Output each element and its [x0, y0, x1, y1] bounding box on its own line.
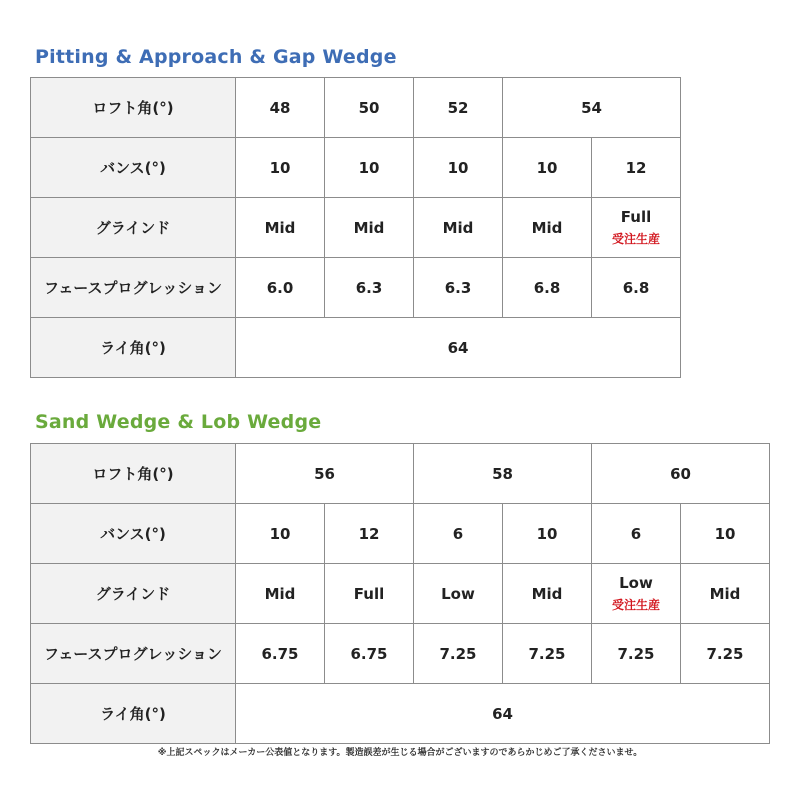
- pitching-wedge-section-title: Pitting & Approach & Gap Wedge: [35, 46, 397, 68]
- table-cell: [236, 684, 770, 744]
- cell-value: Mid: [353, 218, 385, 237]
- table-row: [31, 258, 681, 318]
- cell-value: 6.3: [444, 278, 472, 297]
- table-cell: [592, 564, 681, 624]
- made-to-order-note: 受注生産: [611, 598, 660, 612]
- cell-value: Mid: [264, 584, 296, 603]
- cell-value: 52: [447, 98, 469, 117]
- table-cell: [503, 504, 592, 564]
- cell-value: Mid: [264, 218, 296, 237]
- cell-value: Low: [619, 574, 653, 592]
- cell-value: Mid: [709, 584, 741, 603]
- cell-value: 6.75: [261, 644, 299, 663]
- cell-value: 48: [269, 98, 291, 117]
- cell-value: Mid: [531, 584, 563, 603]
- cell-value: 6.8: [622, 278, 650, 297]
- table-cell: [503, 78, 681, 138]
- table-cell: [503, 258, 592, 318]
- table-row: [31, 564, 770, 624]
- table-row: [31, 444, 770, 504]
- table-cell: [592, 624, 681, 684]
- table-cell: [414, 564, 503, 624]
- cell-value: Full: [353, 584, 385, 603]
- cell-value: 6: [630, 524, 642, 543]
- cell-value: 10: [536, 158, 558, 177]
- row-label: ロフト角(°): [31, 444, 236, 504]
- table-cell: [681, 624, 770, 684]
- cell-value: 10: [536, 524, 558, 543]
- table-cell: [325, 78, 414, 138]
- table-cell: [236, 198, 325, 258]
- cell-value: 6.75: [350, 644, 388, 663]
- cell-value: Full: [620, 208, 652, 226]
- table-row: [31, 684, 770, 744]
- table-cell: [503, 198, 592, 258]
- table-row: [31, 78, 681, 138]
- table-row: [31, 318, 681, 378]
- pitching-wedge-spec-table: [30, 77, 681, 378]
- table-cell: [414, 444, 592, 504]
- table-cell: [325, 258, 414, 318]
- table-cell: [236, 318, 681, 378]
- row-label: ロフト角(°): [31, 78, 236, 138]
- table-cell: [503, 138, 592, 198]
- cell-value: 6: [452, 524, 464, 543]
- table-cell: [592, 198, 681, 258]
- row-label: ライ角(°): [31, 684, 236, 744]
- table-row: [31, 624, 770, 684]
- cell-value: 58: [492, 464, 513, 483]
- table-cell: [325, 564, 414, 624]
- cell-value: 12: [358, 524, 380, 543]
- table-cell: [236, 504, 325, 564]
- table-cell: [592, 504, 681, 564]
- cell-value: 7.25: [617, 644, 655, 663]
- cell-value: 50: [358, 98, 380, 117]
- row-label: バンス(°): [31, 138, 236, 198]
- cell-value: 10: [269, 158, 291, 177]
- row-label: グラインド: [31, 198, 236, 258]
- table-cell: [236, 78, 325, 138]
- table-cell: [236, 624, 325, 684]
- made-to-order-note: 受注生産: [611, 232, 660, 246]
- cell-value: 6.0: [266, 278, 294, 297]
- cell-value: Mid: [442, 218, 474, 237]
- row-label: フェースプログレッション: [31, 624, 236, 684]
- table-cell: [236, 138, 325, 198]
- table-cell: [414, 258, 503, 318]
- table-cell: [681, 504, 770, 564]
- table-row: [31, 504, 770, 564]
- table-cell: [236, 258, 325, 318]
- table-cell: [414, 138, 503, 198]
- table-cell: [325, 138, 414, 198]
- table-cell: [503, 564, 592, 624]
- row-label: グラインド: [31, 564, 236, 624]
- cell-value: 6.3: [355, 278, 383, 297]
- cell-value: 54: [581, 98, 602, 117]
- table-row: [31, 138, 681, 198]
- cell-value: 64: [447, 338, 469, 357]
- table-cell: [414, 78, 503, 138]
- table-cell: [503, 624, 592, 684]
- table-cell: [236, 444, 414, 504]
- table-cell: [414, 624, 503, 684]
- cell-value: 7.25: [528, 644, 566, 663]
- cell-value: 60: [670, 464, 691, 483]
- cell-value: 7.25: [439, 644, 477, 663]
- table-cell: [325, 198, 414, 258]
- cell-value: Mid: [531, 218, 563, 237]
- cell-value: 12: [625, 158, 647, 177]
- cell-value: 64: [492, 704, 513, 723]
- row-label: ライ角(°): [31, 318, 236, 378]
- sand-wedge-section-title: Sand Wedge & Lob Wedge: [35, 411, 322, 433]
- sand-wedge-spec-table: [30, 443, 770, 744]
- table-cell: [681, 564, 770, 624]
- table-cell: [592, 138, 681, 198]
- table-row: [31, 198, 681, 258]
- cell-value: 10: [447, 158, 469, 177]
- table-cell: [414, 198, 503, 258]
- cell-value: 10: [714, 524, 736, 543]
- table-cell: [325, 504, 414, 564]
- cell-value: Low: [441, 584, 475, 603]
- table-cell: [414, 504, 503, 564]
- table-cell: [592, 258, 681, 318]
- cell-value: 6.8: [533, 278, 561, 297]
- cell-value: 7.25: [706, 644, 744, 663]
- cell-value: 56: [314, 464, 335, 483]
- row-label: バンス(°): [31, 504, 236, 564]
- row-label: フェースプログレッション: [31, 258, 236, 318]
- table-cell: [592, 444, 770, 504]
- table-cell: [325, 624, 414, 684]
- footnote: ※上記スペックはメーカー公表値となります。製造誤差が生じる場合がございますのであらかじめご了承くださいませ。: [157, 748, 643, 758]
- cell-value: 10: [358, 158, 380, 177]
- table-cell: [236, 564, 325, 624]
- cell-value: 10: [269, 524, 291, 543]
